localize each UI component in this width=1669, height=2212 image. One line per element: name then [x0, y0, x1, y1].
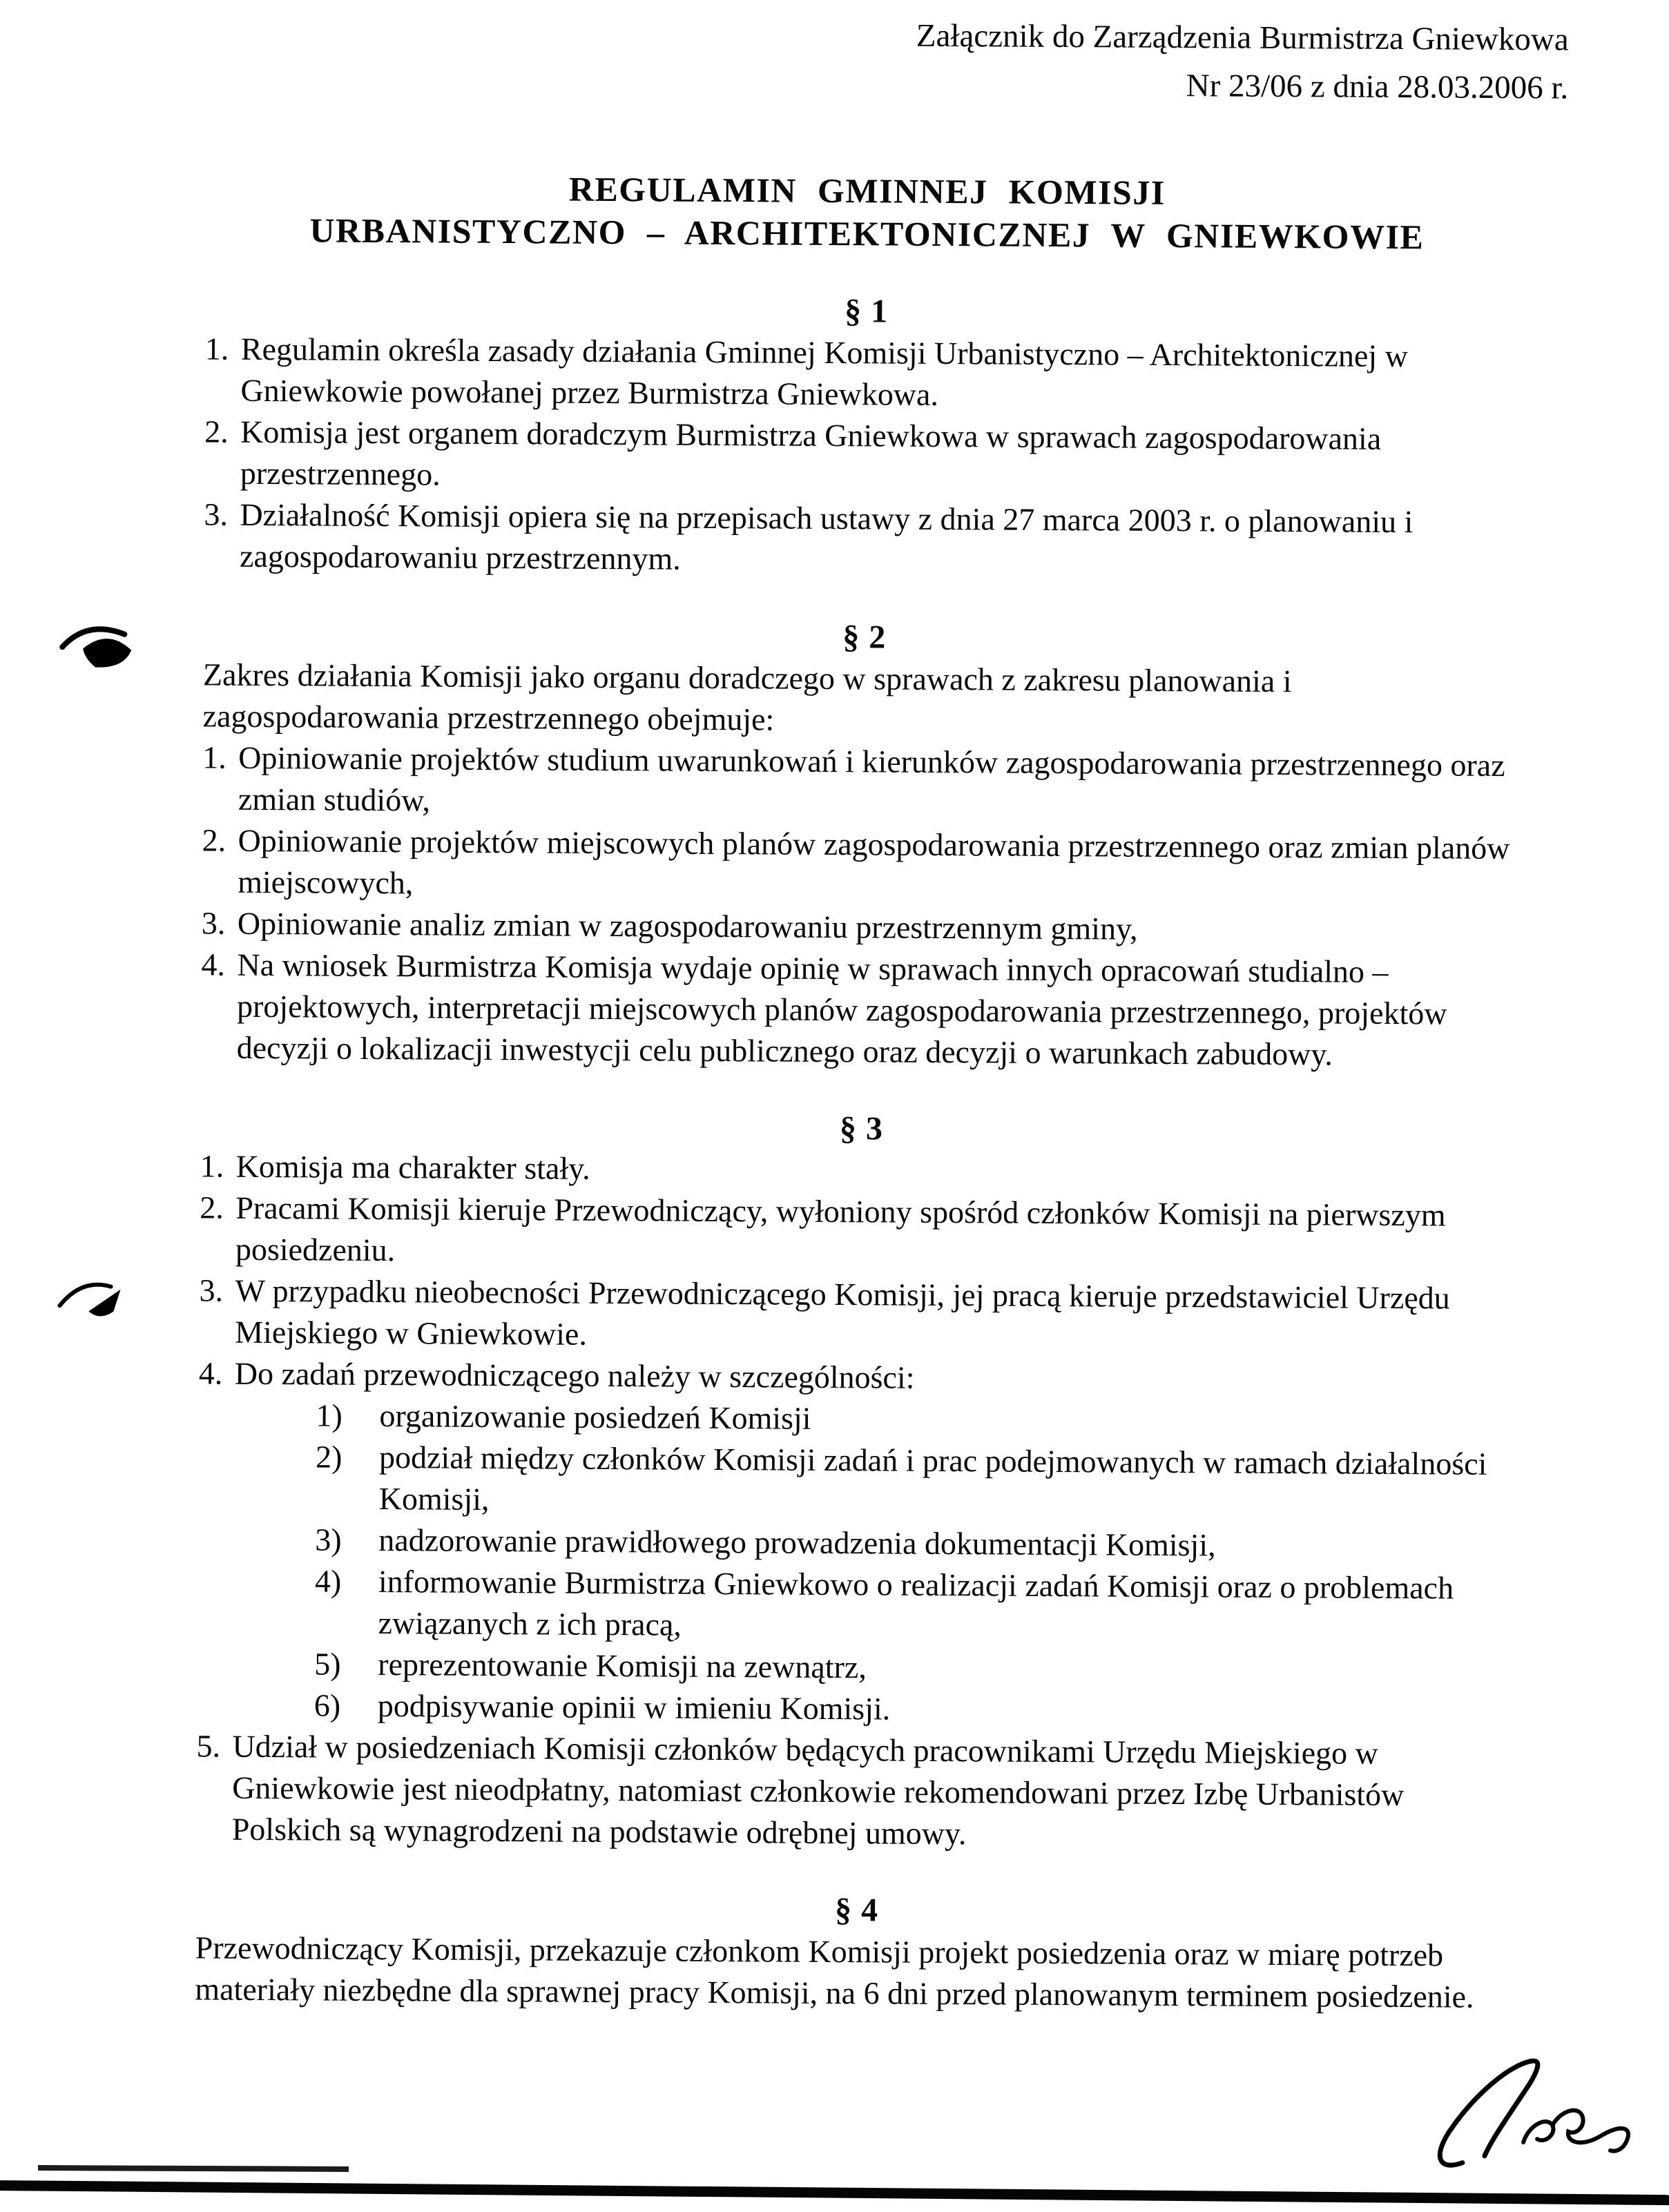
attachment-header-line1: Załącznik do Zarządzenia Burmistrza Gniewkowa	[916, 17, 1569, 58]
list-item-number: 3.	[204, 496, 229, 532]
sub-list-item-text: informowanie Burmistrza Gniewkowo o realizacji zadań Komisji oraz o problemach związanych z ich pracą,	[378, 1564, 1454, 1642]
sub-list-item-text: podział między członków Komisji zadań i prac podejmowanych w ramach działalności Komisji,	[378, 1439, 1487, 1517]
list-item-number: 1.	[200, 1148, 224, 1184]
attachment-header	[916, 12, 1569, 113]
handwritten-signature	[1420, 2057, 1648, 2173]
document-title-line1: REGULAMIN GMINNEJ KOMISJI	[568, 169, 1166, 212]
sub-list-item-number: 3)	[315, 1522, 342, 1558]
list-item	[196, 1725, 1519, 1858]
list-item-text: Pracami Komisji kieruje Przewodniczący, wyłoniony spośród członków Komisji na pierwszym posiedzeniu.	[235, 1190, 1446, 1268]
list-item-text: Regulamin określa zasady działania Gminnej Komisji Urbanistyczno – Architektonicznej w Gniewkowie powołanej przez Burmistrza Gniewkowa.	[240, 331, 1409, 412]
section-2-intro: Zakres działania Komisji jako organu doradczego w sprawach z zakresu planowania i zagospodarowania przestrzennego obejmuje:	[202, 657, 1292, 737]
list-item-number: 2.	[204, 414, 229, 449]
handwritten-margin-mark-icon	[52, 1271, 130, 1326]
sub-list-item	[316, 1395, 1521, 1444]
handwritten-margin-mark-icon	[57, 615, 139, 677]
section-4-text: Przewodniczący Komisji, przekazuje członkom Komisji projekt posiedzenia oraz w miarę potrzeb materiały niezbędne dla sprawnej pracy Komisji, na 6 dni przed planowanym terminem posiedzenie.	[195, 1930, 1474, 2015]
list-item-text: Opiniowanie projektów studium uwarunkowań i kierunków zagospodarowania przestrzennego oraz zmian studiów,	[238, 739, 1505, 818]
list-item-text: Komisja jest organem doradczym Burmistrza Gniewkowa w sprawach zagospodarowania przestrzennego.	[240, 414, 1382, 492]
sub-list-item-number: 1)	[316, 1397, 343, 1433]
list-item-text: Opiniowanie analiz zmian w zagospodarowaniu przestrzennym gminy,	[237, 905, 1138, 947]
list-item	[204, 328, 1527, 419]
list-item-number: 3.	[199, 1272, 224, 1308]
list-item-number: 4.	[198, 1355, 223, 1391]
list-item-text: W przypadku nieobecności Przewodniczącego Komisji, jej pracą kieruje przedstawiciel Urzędu Miejskiego w Gniewkowie.	[235, 1272, 1450, 1352]
section-3-heading: § 3	[839, 1110, 884, 1147]
list-item	[204, 494, 1527, 585]
sub-list-item-text: podpisywanie opinii w imieniu Komisji.	[377, 1688, 891, 1727]
list-item-number: 1.	[202, 739, 226, 775]
list-item	[204, 411, 1527, 502]
section-2-heading: § 2	[842, 619, 887, 656]
sub-list-item-text: reprezentowanie Komisji na zewnątrz,	[378, 1647, 867, 1685]
list-item-number: 2.	[202, 822, 226, 858]
sub-list-item	[315, 1519, 1520, 1568]
list-item-text: Do zadań przewodniczącego należy w szczególności:	[234, 1355, 915, 1395]
sub-list-item-number: 4)	[314, 1563, 342, 1599]
list-item-text: Działalność Komisji opiera się na przepisach ustawy z dnia 27 marca 2003 r. o planowaniu i zagospodarowaniu przestrzennym.	[239, 496, 1414, 576]
section-1-heading: § 1	[845, 293, 889, 330]
list-item	[202, 737, 1525, 828]
document-title	[206, 165, 1529, 259]
list-item-text: Udział w posiedzeniach Komisji członków będących pracownikami Urzędu Miejskiego w Gniewkowie jest nieodpłatny, natomiast członkowie rekomendowani przez Izbę Urbanistów Polskich są wynagrodzeni na podstawie odrębnej umowy.	[231, 1728, 1405, 1852]
list-item-number: 1.	[204, 331, 229, 367]
sub-list-item-number: 5)	[314, 1646, 341, 1682]
list-item-number: 3.	[201, 905, 226, 941]
sub-list-item-number: 6)	[313, 1687, 341, 1723]
sub-list-item-number: 2)	[315, 1439, 343, 1475]
list-item-number: 4.	[201, 947, 226, 982]
chairman-tasks-sublist	[314, 1395, 1521, 1734]
list-item	[201, 944, 1524, 1076]
sub-list-item	[316, 1436, 1521, 1526]
sub-list-item-text: nadzorowanie prawidłowego prowadzenia dokumentacji Komisji,	[378, 1522, 1216, 1563]
sub-list-item	[314, 1685, 1519, 1734]
document-title-line2: URBANISTYCZNO – ARCHITEKTONICZNEJ W GNIEWKOWIE	[309, 211, 1425, 257]
list-item	[202, 819, 1525, 911]
sub-list-item	[314, 1560, 1520, 1651]
list-item-number: 5.	[196, 1728, 221, 1764]
sub-list-item	[314, 1643, 1519, 1692]
list-item-number: 2.	[200, 1190, 224, 1225]
list-item-text: Opiniowanie projektów miejscowych planów zagospodarowania przestrzennego oraz zmian planów miejscowych,	[238, 822, 1510, 901]
section-4-heading: § 4	[834, 1892, 879, 1929]
list-item-text: Komisja ma charakter stały.	[235, 1148, 590, 1186]
list-item	[200, 1187, 1523, 1278]
sub-list-item-text: organizowanie posiedzeń Komisji	[379, 1398, 811, 1436]
list-item	[199, 1270, 1522, 1361]
attachment-header-line2: Nr 23/06 z dnia 28.03.2006 r.	[1186, 68, 1569, 106]
document-body	[195, 165, 1528, 2018]
list-item-text: Na wniosek Burmistrza Komisja wydaje opinię w sprawach innych opracowań studialno – projektowych, interpretacji miejscowych planów zagospodarowania przestrzennego, projektów decyzji o lokalizacji inwestycji celu publicznego oraz decyzji o warunkach zabudowy.	[236, 947, 1447, 1072]
